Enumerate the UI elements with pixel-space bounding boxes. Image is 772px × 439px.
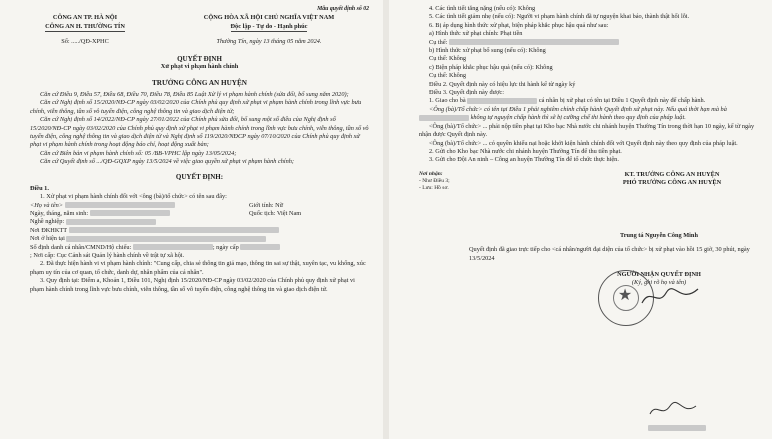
redacted-name [65,202,175,208]
redacted-job [66,219,156,225]
article-3-heading: Điều 3. Quyết định này được: [429,89,504,97]
field-current-label: Nơi ở hiện tại [30,235,65,243]
recipients-title: Nơi nhận: [419,170,443,177]
field-reg-label: Nơi ĐKHKTT [30,226,67,234]
article-1-heading: Điều 1. [30,184,49,192]
signatory-title-2: PHÓ TRƯỞNG CÔNG AN HUYỆN [622,179,722,187]
issuer-title: TRƯỞNG CÔNG AN HUYỆN [152,79,247,88]
agency-block [30,14,140,32]
official-seal-icon: ★ [598,270,654,326]
redacted-id [133,244,213,250]
aggravating-circumstances: 4. Các tình tiết tăng nặng (nếu có): Không [429,5,536,12]
redacted-name [467,98,537,104]
basis-item: Căn cứ Điều 9, Điều 57, Điều 68, Điều 70, Điều 78, Điều 85 Luật Xử lý vi phạm hành chính (sửa đổi, bổ sung năm 2020); [40,91,349,99]
remedial-measures-detail: Cụ thể: Không [429,72,467,80]
decision-subtitle: Xử phạt vi phạm hành chính [160,62,239,70]
mitigating-circumstances: 5. Các tình tiết giảm nhẹ (nếu có): Người vi phạm hành chính đã tự nguyện khai báo, thành thật hối lỗi. [429,13,690,21]
remedial-measures: c) Biện pháp khắc phục hậu quả (nếu có): Không [429,63,553,71]
receiver-title: NGƯỜI NHẬN QUYẾT ĐỊNH [617,270,701,278]
signatory-title-1: KT. TRƯỞNG CÔNG AN HUYỆN [624,170,720,178]
additional-penalty-detail: Cụ thể: Không [429,55,467,63]
article-1-body [30,193,369,294]
redacted-issue-date [240,244,280,250]
additional-penalty: b) Hình thức xử phạt bổ sung (nếu có): Không [429,47,546,55]
article-1-item-1: 1. Xử phạt vi phạm hành chính đối với <ông (bà)/tổ chức> có tên sau đây: [40,193,227,201]
form-number: Mẫu quyết định số 02 [317,6,369,12]
redacted-current-address [66,236,266,242]
article-3-item-1: 1. Giao cho bà [429,97,466,105]
signature-icon [640,285,700,309]
field-issue-place: ; Nơi cấp: Cục Cảnh sát Quản lý hành chính về trật tự xã hội. [30,251,185,259]
field-nationality: Quốc tịch: Việt Nam [249,209,302,217]
article-3-para-1-cont: không tự nguyện chấp hành thì sẽ bị cưỡng chế thi hành theo quy định của pháp luật. [470,114,686,122]
article-2: Điều 2. Quyết định này có hiệu lực thi hành kể từ ngày ký [429,80,576,88]
field-gender: Giới tính: Nữ [249,201,284,209]
agency-city: CÔNG AN TP. HÀ NỘI [52,14,118,22]
recipient-item: - Như Điều 3; [419,177,450,184]
basis-item: Căn cứ Biên bản vi phạm hành chính số: 05 /BB-VPHC lập ngày 13/05/2024; [40,149,237,157]
redacted-dob [90,210,170,216]
basis-item: Căn cứ Quyết định số .../QĐ-GQXP ngày 13/5/2024 về việc giao quyền xử phạt vi phạm hành chính; [40,158,295,166]
signatory-block [582,171,762,192]
article-1-continued [419,5,762,165]
document-number: Số: ...../QĐ-XPHC [61,38,109,46]
receiver-subtitle: (Ký, ghi rõ họ và tên) [631,279,687,287]
field-name-label: <Họ và tên> [30,201,63,209]
redacted-name [419,115,469,121]
article-3-item-2: 2. Gửi cho Kho bạc Nhà nước chi nhánh huyện Thường Tín để thu tiền phạt. [429,147,622,155]
article-1-item-2: 2. Đã thực hiện hành vi vi phạm hành chính: "Cung cấp, chia sẻ thông tin giả mạo, thông tin sai sự thật, xuyên tạc, vu khống, xúc phạm uy tín của cơ quan, tổ chức, danh dự, nhân phẩm của cá nhân". [30,260,366,276]
field-job-label: Nghề nghiệp: [30,218,65,226]
article-1-item-3: 3. Quy định tại: Điểm a, Khoản 1, Điều 101, Nghị định 15/2020/NĐ-CP ngày 03/02/2020 của Chính phủ quy định xử phạt vi phạm hành chính trong lĩnh vực bưu chính, viễn thông, tần số vô tuyến điện, công nghệ thông tin và giao dịch điện tử. [30,277,355,293]
national-header [169,14,369,32]
field-dob-label: Ngày, tháng, năm sinh: [30,209,89,217]
field-issue-date-label: ; ngày cấp [212,243,239,251]
recipients-block [419,171,509,192]
basis-item: Căn cứ Nghị định số 14/2022/NĐ-CP ngày 27/01/2022 của Chính phủ sửa đổi, bổ sung một số điều của Nghị định số 15/2020/NĐ-CP ngày 03/02/2020 của Chính phủ quy định xử phạt vi phạm hành chính trong lĩnh vực bưu chính, viễn thông, tần số vô tuyến điện, công nghệ thông tin và giao dịch điện tử và Nghị định số 119/2020/NĐCP ngày 07/10/2020 của Chính phủ quy định xử phạt vi phạm hành chính trong hoạt động báo chí, hoạt động xuất bản; [30,116,369,149]
article-3-para-3: <Ông (bà)/Tổ chức> ... có quyền khiếu nại hoặc khởi kiện hành chính đối với Quyết định này theo quy định của pháp luật. [429,139,738,147]
article-3-item-3: 3. Gửi cho Đội An ninh – Công an huyện Thường Tín để tổ chức thực hiện. [429,156,619,164]
main-penalty: a) Hình thức xử phạt chính: Phạt tiền [429,30,523,38]
redacted-receiver-name [648,425,706,431]
country-name: CỘNG HÒA XÃ HỘI CHỦ NGHĨA VIỆT NAM [203,14,335,22]
penalty-forms: 6. Bị áp dụng hình thức xử phạt, biện pháp khắc phục hậu quả như sau: [429,21,609,29]
decision-page-2 [389,0,772,439]
signer-name: Trung tá Nguyễn Công Minh [620,231,698,239]
motto: Độc lập - Tự do - Hạnh phúc [231,23,308,32]
legal-basis [30,91,369,167]
delivery-note: Quyết định đã giao trực tiếp cho <cá nhân/người đại diện của tổ chức> bị xử phạt vào hồi 15 giờ, 30 phút, ngày 13/5/2024 [469,246,750,262]
decide-heading: QUYẾT ĐỊNH: [175,172,224,181]
field-id-label: Số định danh cá nhân/CMND/Hộ chiếu: [30,243,132,251]
redacted-registered-address [69,227,279,233]
article-3-para-1: <Ông (bà)/Tổ chức> có tên tại Điều 1 phải nghiêm chỉnh chấp hành Quyết định xử phạt này. Nếu quá thời hạn mà bà [429,105,727,113]
document-date: Thường Tín, ngày 13 tháng 05 năm 2024. [216,38,322,46]
receiver-signature-icon [648,400,698,420]
article-3-item-1-cont: cá nhân bị xử phạt có tên tại Điều 1 Quyết định này để chấp hành. [538,97,706,105]
decision-page-1 [0,0,383,439]
recipient-item: - Lưu: Hồ sơ. [419,184,449,191]
redacted-fine-amount [449,39,619,45]
decision-title: QUYẾT ĐỊNH [177,54,222,63]
basis-item: Căn cứ Nghị định số 15/2020/NĐ-CP ngày 03/02/2020 của Chính phủ quy định xử phạt vi phạm hành chính trong lĩnh vực bưu chính, viễn thông, tần số vô tuyến điện, công nghệ thông tin và giao dịch điện tử; [30,99,362,115]
main-penalty-detail-label: Cụ thể: [429,38,448,46]
agency-district: CÔNG AN H. THƯỜNG TÍN [45,23,125,32]
article-3-para-2: <Ông (bà)/Tổ chức> ... phải nộp tiền phạt tại Kho bạc Nhà nước chi nhánh huyện Thường Tín trong thời hạn 10 ngày, kể từ ngày nhận được Quyết định này. [419,122,755,139]
